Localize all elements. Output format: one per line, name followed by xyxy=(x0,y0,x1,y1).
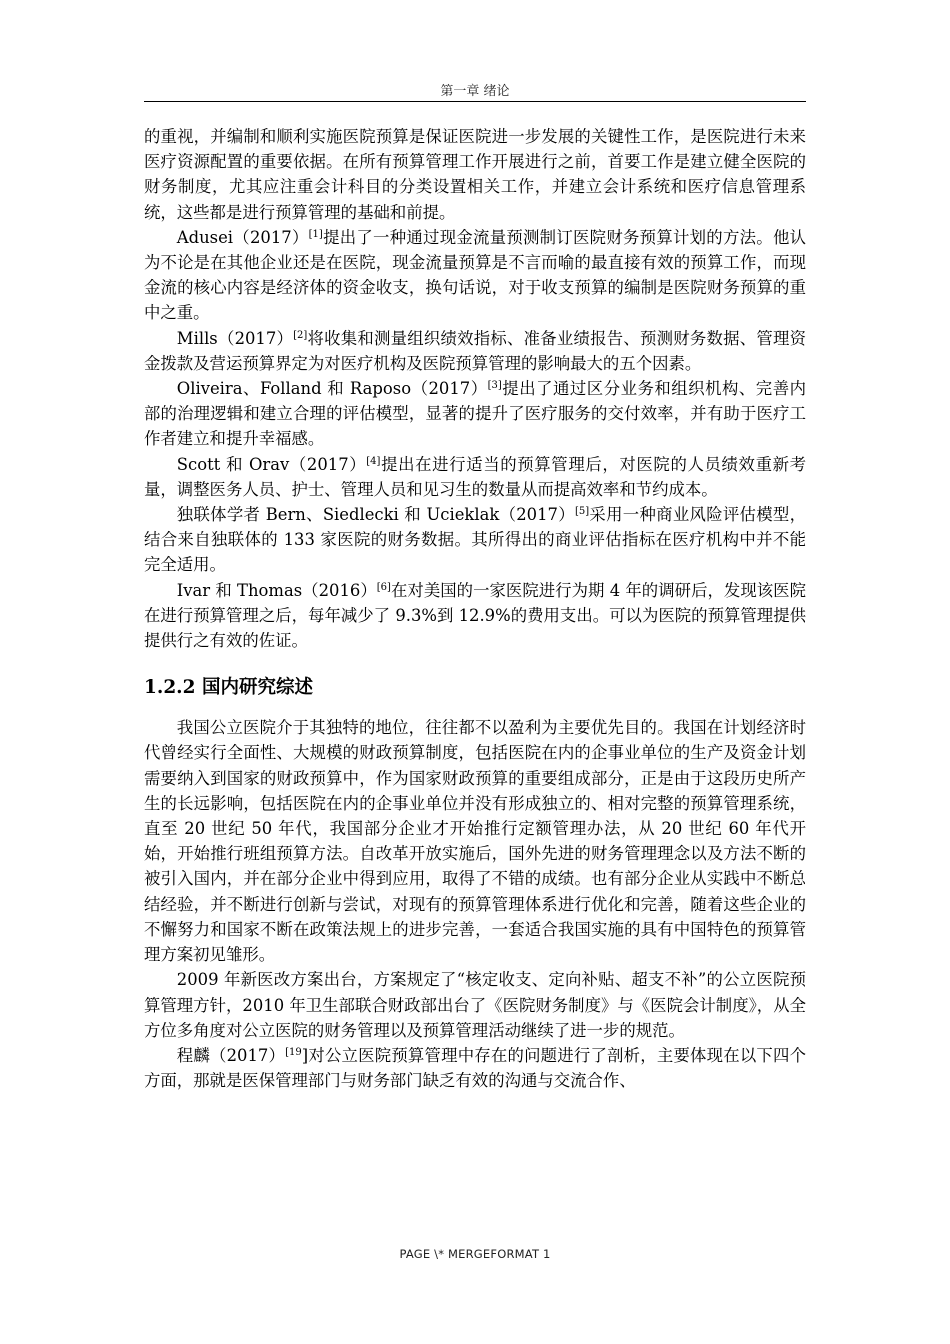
citation-lead: 程麟（2017） xyxy=(176,1045,286,1065)
paragraph-bern xyxy=(144,502,806,578)
citation-ref: [4] xyxy=(366,455,381,467)
citation-lead: 独联体学者 Bern、Siedlecki 和 Ucieklak（2017） xyxy=(176,505,575,525)
citation-lead: Oliveira、Folland 和 Raposo（2017） xyxy=(176,379,488,399)
paragraph-text: 我国公立医院介于其独特的地位，往往都不以盈利为主要优先目的。我国在计划经济时代曾经实行全面性、大规模的财政预算制度，包括医院在内的企事业单位的生产及资金计划需要纳入到国家的财政预算中，作为国家财政预算的重要组成部分，正是由于这段历史所产生的长远影响，包括医院在内的企事业单位并没有形成独立的、相对完整的预算管理系统，直至 20 世纪 50 年代，我国部分企业才开始推行定额管理办法，从 20 世纪 60 年代开始，开始推行班组预算方法。自改革开放实施后，国外先进的财务管理理念以及方法不断的被引入国内，并在部分企业中得到应用，取得了不错的成绩。也有部分企业从实践中不断总结经验，并不断进行创新与尝试，对现有的预算管理体系进行优化和完善，随着这些企业的不懈努力和国家不断在政策法规上的进步完善，一套适合我国实施的具有中国特色的预算管理方案初见雏形。 xyxy=(144,718,806,965)
paragraph-reform-2009 xyxy=(144,967,806,1043)
citation-ref: [3] xyxy=(487,380,502,392)
citation-ref: [1] xyxy=(308,228,323,240)
paragraph-text: 在对美国的一家医院进行为期 4 年的调研后，发现该医院在进行预算管理之后，每年减少了 9.3%到 12.9%的费用支出。可以为医院的预算管理提供提供行之有效的佐证。 xyxy=(144,580,806,651)
paragraph-text: 2009 年新医改方案出台，方案规定了“核定收支、定向补贴、超支不补”的公立医院预算管理方针，2010 年卫生部联合财政部出台了《医院财务制度》与《医院会计制度》，从全方位多角度对公立医院的财务管理以及预算管理活动继续了进一步的规范。 xyxy=(144,970,806,1040)
section-heading: 1.2.2 国内研究综述 xyxy=(144,677,313,699)
citation-ref: [5] xyxy=(574,506,590,518)
paragraph-chenglin xyxy=(144,1043,806,1093)
running-header: 第一章 绪论 xyxy=(440,84,510,99)
paragraph-continued xyxy=(144,124,806,225)
paragraph-ivar xyxy=(144,578,806,654)
citation-lead: Adusei（2017） xyxy=(176,227,309,247)
paragraph-text: ]对公立医院预算管理中存在的问题进行了剖析，主要体现在以下四个方面，那就是医保管理部门与财务部门缺乏有效的沟通与交流合作、 xyxy=(144,1045,806,1091)
citation-lead: Mills（2017） xyxy=(176,328,294,348)
page-number-field: PAGE \* MERGEFORMAT 1 xyxy=(399,1247,551,1261)
citation-lead: Scott 和 Orav（2017） xyxy=(176,454,367,474)
citation-lead: Ivar 和 Thomas（2016） xyxy=(176,580,377,600)
paragraph-text: 将收集和测量组织绩效指标、准备业绩报告、预测财务数据、管理资金拨款及营运预算界定为对医疗机构及医院预算管理的影响最大的五个因素。 xyxy=(144,328,806,373)
paragraph-text: 提出在进行适当的预算管理后，对医院的人员绩效重新考量，调整医务人员、护士、管理人员和见习生的数量从而提高效率和节约成本。 xyxy=(144,454,807,499)
paragraph-domestic-history xyxy=(144,715,806,967)
paragraph-oliveira xyxy=(144,376,806,452)
body-text xyxy=(144,124,806,1093)
citation-ref: [2] xyxy=(293,329,308,341)
paragraph-mills xyxy=(144,326,806,376)
paragraph-text: 提出了一种通过现金流量预测制订医院财务预算计划的方法。他认为不论是在其他企业还是在医院，现金流量预算是不言而喻的最直接有效的预算工作，而现金流的核心内容是经济体的资金收支，换句话说，对于收支预算的编制是医院财务预算的重中之重。 xyxy=(144,227,807,323)
citation-ref: [6] xyxy=(376,581,391,593)
header-rule xyxy=(144,101,806,102)
paragraph-text: 采用一种商业风险评估模型，结合来自独联体的 133 家医院的财务数据。其所得出的商业评估指标在医疗机构中并不能完全适用。 xyxy=(144,505,806,575)
paragraph-scott xyxy=(144,452,806,502)
paragraph-text: 提出了通过区分业务和组织机构、完善内部的治理逻辑和建立合理的评估模型，显著的提升了医疗服务的交付效率，并有助于医疗工作者建立和提升幸福感。 xyxy=(144,379,806,449)
paragraph-adusei xyxy=(144,225,806,326)
paragraph-text: 的重视，并编制和顺利实施医院预算是保证医院进一步发展的关键性工作，是医院进行未来医疗资源配置的重要依据。在所有预算管理工作开展进行之前，首要工作是建立健全医院的财务制度，尤其应注重会计科目的分类设置相关工作，并建立会计系统和医疗信息管理系统，这些都是进行预算管理的基础和前提。 xyxy=(144,127,806,222)
citation-ref: [19 xyxy=(285,1046,302,1058)
